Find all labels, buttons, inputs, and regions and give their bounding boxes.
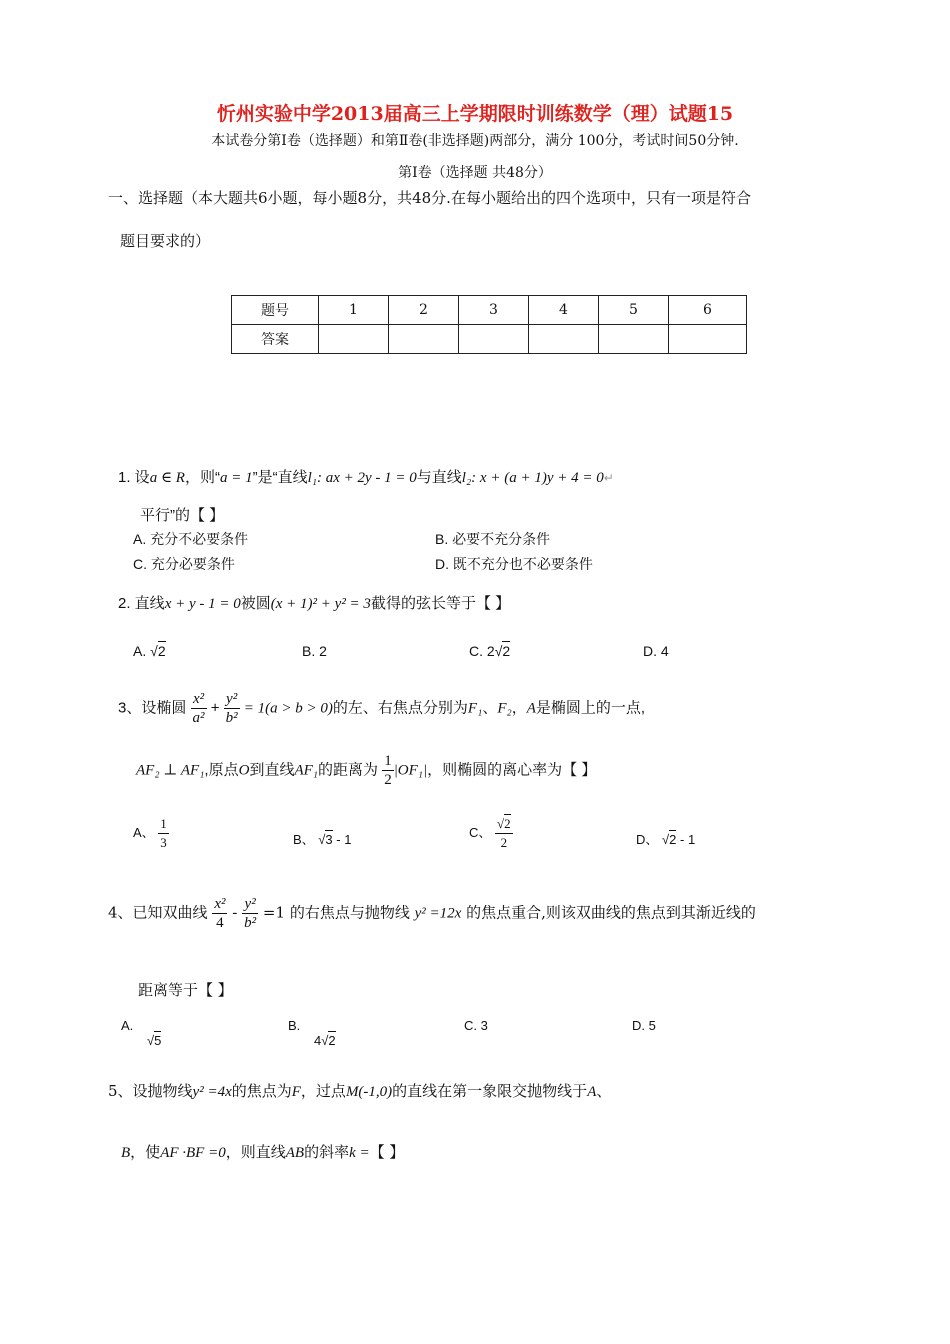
column-header: 6 [669,296,747,325]
q1-option-b: B. 必要不充分条件 [435,531,551,547]
q2-option-c: C. 2√2 [469,643,511,659]
answer-cell[interactable] [319,325,389,354]
table-row [232,296,747,325]
column-header: 2 [389,296,459,325]
question-4-stem: 4、已知双曲线 $\frac{\text{x²}}{4}$ - $\frac{\text{y²}}{\text{b²}}$ =1 的右焦点与抛物线 y² =12x 的焦点重合,则该双曲线的焦点到其渐近线的 [108,896,756,931]
fraction: $\frac{\text{y²}}{\text{b²}}$ [225,691,238,726]
q3-option-d: D、 √2 - 1 [636,832,696,847]
fraction: $\frac{\text{x²}}{4}$ [214,896,226,931]
column-header: 5 [599,296,669,325]
question-5-stem: 5、设抛物线y² =4x的焦点为F，过点M(-1,0)的直线在第一象限交抛物线于A、 [108,1082,612,1100]
q3-option-c: C、 $\frac{√2}{2}$ [469,816,511,850]
return-mark-icon: ↵ [603,471,614,485]
question-1-stem: 1. 设a ∈ R，则“a = 1”是“直线l₁: ax + 2y - 1 = 0与直线l₂: x + (a + 1)y + 4 = 0↵ [118,469,614,486]
exam-info: 本试卷分第Ⅰ卷（选择题）和第Ⅱ卷(非选择题)两部分，满分 100分，考试时间50分钟. [211,133,739,149]
q4-option-b: B. 4√2 [288,1018,336,1048]
fraction: $\frac{\text{x²}}{\text{a²}}$ [192,691,205,726]
answer-cell[interactable] [669,325,747,354]
row-label-answer: 答案 [232,325,319,354]
column-header: 1 [319,296,389,325]
question-3-stem-cont: AF₂ ⊥ AF₁,原点O到直线AF₁的距离为 $\frac{1}{2}$ |OF₁|，则椭圆的离心率为【 】 [136,753,597,788]
column-header: 4 [529,296,599,325]
q2-option-b: B. 2 [302,643,327,659]
fraction: $\frac{1}{3}$ [160,816,167,850]
q1-option-c: C. 充分必要条件 [133,556,235,572]
table-row [232,325,747,354]
q3-option-a: A、 $\frac{1}{3}$ [133,816,167,850]
page-title: 忻州实验中学2013届高三上学期限时训练数学（理）试题15 [216,103,734,125]
answer-cell[interactable] [529,325,599,354]
answer-cell[interactable] [459,325,529,354]
question-3-stem: 3、设椭圆 $\frac{\text{x²}}{\text{a²}}$ + $\frac{\text{y²}}{\text{b²}}$ = 1(a > b > 0)的左、右焦点分别为F₁、F₂，A是椭圆上的一点, [118,691,646,726]
section-1-intro: 一、选择题（本大题共6小题，每小题8分，共48分.在每小题给出的四个选项中，只有一项是符合 [108,189,751,207]
question-2-stem: 2. 直线x + y - 1 = 0被圆(x + 1)² + y² = 3截得的弦长等于【 】 [118,595,511,612]
part-1-heading: 第Ⅰ卷（选择题 共48分） [398,165,552,181]
answer-cell[interactable] [389,325,459,354]
q3-option-b: B、 √3 - 1 [293,832,352,847]
section-1-intro-cont: 题目要求的） [120,232,211,250]
q1-option-d: D. 既不充分也不必要条件 [435,556,593,572]
q2-option-a: A. √2 [133,643,166,659]
answer-table [231,295,747,354]
fraction: $\frac{\text{y²}}{\text{b²}}$ [244,896,257,931]
q1-option-a: A. 充分不必要条件 [133,531,249,547]
fraction: $\frac{1}{2}$ [384,753,392,788]
question-1-stem-cont: 平行”的【 】 [140,507,225,524]
q4-option-d: D. 5 [632,1018,656,1033]
question-5-stem-cont: B，使AF ·BF =0，则直线AB的斜率k =【 】 [121,1143,405,1161]
q2-option-d: D. 4 [643,643,669,659]
column-header: 3 [459,296,529,325]
question-4-stem-cont: 距离等于【 】 [138,981,233,999]
row-label-question: 题号 [232,296,319,325]
q4-option-a: A. √5 [121,1018,162,1048]
fraction: $\frac{√2}{2}$ [497,816,511,850]
answer-cell[interactable] [599,325,669,354]
q4-option-c: C. 3 [464,1018,488,1033]
